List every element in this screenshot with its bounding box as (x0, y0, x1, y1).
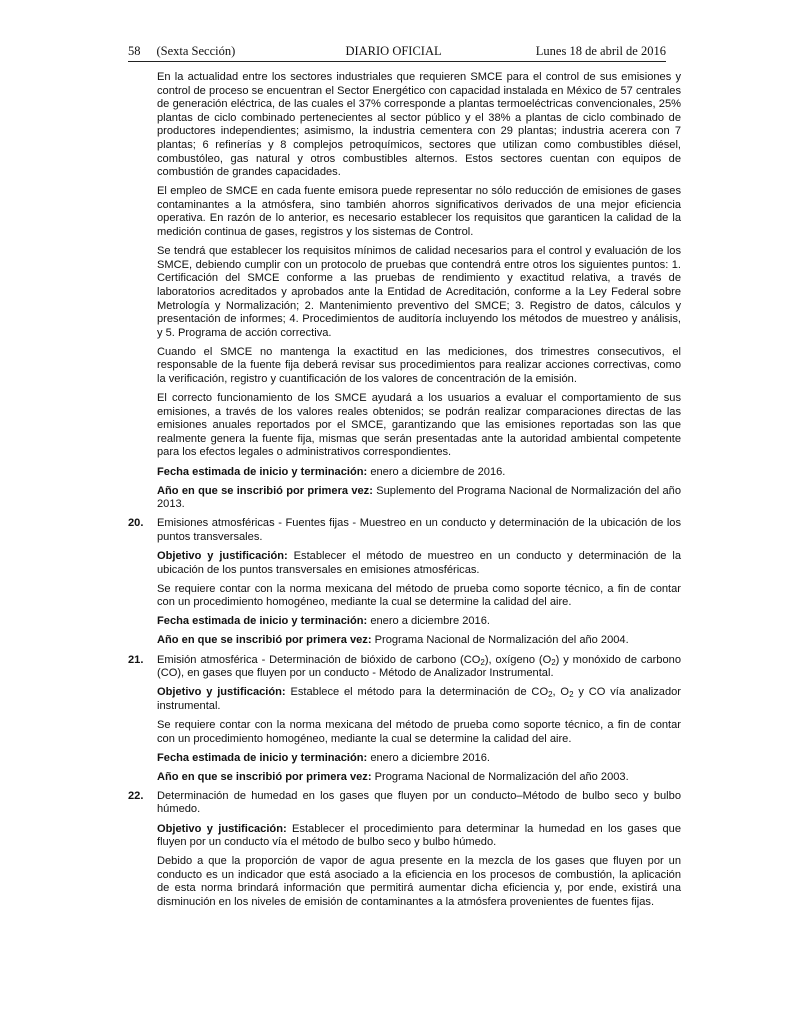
field-value: Establecer el procedimiento para determinar la humedad en los gases que fluyen por un conducto vía el método de bulbo seco y bulbo húmedo. (157, 822, 681, 849)
field-label: Fecha estimada de inicio y terminación: (157, 615, 368, 628)
paragraph: En la actualidad entre los sectores industriales que requieren SMCE para el control de sus emisiones y control de proceso se encuentran el Sector Energético con capacidad instalada en México de 57 centrales de generación eléctrica, de las cuales el 37% corresponde a plantas termoeléctricas convencionales, 25% plantas de ciclo combinado pertenecientes al sector público y el 38% a plantas de ciclo combinado de productores independientes; asimismo, la industria cementera con 29 plantas; industria acerera con 7 plantas; 6 refinerías y 8 complejos petroquímicos, sectores que utilizan como combustibles diésel, combustóleo, gas natural y otros combustibles alternos. Estos sectores cuentan con equipos de combustión de grandes capacidades. (157, 71, 681, 179)
paragraph: Se tendrá que establecer los requisitos mínimos de calidad necesarios para el control y evaluación de los SMCE, debiendo cumplir con un protocolo de pruebas que contendrá entre otros los siguientes puntos: 1. Certificación del SMCE conforme a las pruebas de rendimiento y exactitud relativa, a través de laboratorios acreditados y aprobados ante la Entidad de Acreditación, conforme a la Ley Federal sobre Metrología y Normalización; 2. Mantenimiento preventivo del SMCE; 3. Registro de datos, cálculos y presentación de informes; 4. Procedimientos de auditoría incluyendo los métodos de muestreo y análisis, y 5. Programa de acción correctiva. (157, 245, 681, 339)
field-value: y CO vía analizador instrumental. (157, 686, 682, 712)
field-label: Año en que se inscribió por primera vez: (157, 484, 373, 497)
paragraph: El empleo de SMCE en cada fuente emisora puede representar no sólo reducción de emisiones de gases contaminantes a la atmósfera, sino también ahorros significativos derivados de una mejor eficiencia operativa. En razón de lo anterior, es necesario establecer los requisitos que garanticen la calidad de la medición continua de gases, registros y los sistemas de Control. (157, 185, 681, 239)
field-value: Establece el método para la determinación de CO (285, 686, 549, 699)
field-label: Año en que se inscribió por primera vez: (157, 634, 372, 647)
field-label: Año en que se inscribió por primera vez: (157, 770, 372, 783)
paragraph: Debido a que la proporción de vapor de agua presente en la mezcla de los gases que fluyen por un conducto es un indicador que está asociado a la eficiencia en los procesos de combustión, la aplicación de esta norma brindará información que permitirá aumentar dicha eficiencia y, por ende, existirá una disminución en los niveles de emisión de contaminantes a la atmósfera provenientes de fuentes fijas. (157, 855, 681, 908)
list-item-22 (128, 789, 681, 817)
field-label: Fecha estimada de inicio y terminación: (157, 751, 368, 764)
field-label: Fecha estimada de inicio y terminación: (157, 465, 368, 478)
paragraph: Se requiere contar con la norma mexicana del método de prueba como soporte técnico, a fin de contar con un procedimiento homogéneo, mediante la cual se determine la calidad del aire. (157, 718, 681, 745)
header-rule (128, 61, 666, 62)
field-value: , O (552, 686, 570, 699)
paragraph: El correcto funcionamiento de los SMCE ayudará a los usuarios a evaluar el comportamiento de sus emisiones, a través de los valores reales obtenidos; se podrán realizar comparaciones directas de las emisiones anuales reportados por el SMCE, garantizando que las emisiones reportadas son las que realmente genera la fuente fija, mismas que serán presentadas ante la autoridad ambiental competente para los efectos legales o administrativos correspondientes. (157, 392, 681, 459)
field-value: Programa Nacional de Normalización del año 2004. (371, 634, 629, 647)
list-item-20 (128, 517, 681, 544)
field-value: enero a diciembre 2016. (367, 615, 490, 628)
item-number: 20. (128, 517, 144, 530)
field-value: Suplemento del Programa Nacional de Normalización del año 2013. (157, 484, 682, 511)
first-registration-year (157, 485, 681, 512)
field-label: Objetivo y justificación: (157, 822, 287, 835)
objective-justification (157, 550, 681, 577)
subscript: 2 (548, 690, 553, 700)
subscript: 2 (569, 690, 574, 700)
section-label: (Sexta Sección) (156, 44, 236, 58)
paragraph: Se requiere contar con la norma mexicana del método de prueba como soporte técnico, a fin de contar con un procedimiento homogéneo, mediante la cual se determine la calidad del aire. (157, 582, 681, 609)
title-part: ), oxígeno (O (484, 653, 552, 666)
field-label: Objetivo y justificación: (157, 686, 286, 699)
subscript: 2 (551, 657, 556, 667)
title-part: ) y monóxido de carbono (CO), en gases que fluyen por un conducto - Método de Analizador Instrumental. (157, 653, 681, 680)
start-end-date (157, 615, 681, 629)
list-item-21 (128, 653, 681, 681)
item-number: 21. (128, 653, 144, 666)
field-value: Establecer el método de muestreo en un conducto y determinación de la ubicación de los puntos transversales en emisiones atmosféricas. (157, 550, 682, 576)
document-body (128, 71, 682, 915)
header-left (128, 45, 251, 59)
subscript: 2 (480, 657, 485, 667)
paragraph: Cuando el SMCE no mantenga la exactitud en las mediciones, dos trimestres consecutivos, el responsable de la fuente fija deberá revisar sus procedimientos para realizar acciones correctivas, como la verificación, registro y cuantificación de los valores de concentración de la emisión. (157, 345, 681, 385)
item-number: 22. (128, 789, 144, 802)
field-value: Programa Nacional de Normalización del año 2003. (371, 770, 629, 783)
first-registration-year (157, 771, 681, 785)
first-registration-year (157, 634, 681, 648)
publication-date: Lunes 18 de abril de 2016 (535, 44, 666, 58)
start-end-date (157, 752, 681, 766)
field-label: Objetivo y justificación: (157, 550, 288, 562)
objective-justification (157, 823, 681, 850)
page-header (128, 45, 666, 59)
field-value: enero a diciembre de 2016. (367, 465, 506, 478)
item-title: Emisiones atmosféricas - Fuentes fijas - Muestreo en un conducto y determinación de la ubicación de los puntos transversales. (157, 517, 681, 543)
title-part: Emisión atmosférica - Determinación de bióxido de carbono (CO (157, 653, 481, 666)
publication-title: DIARIO OFICIAL (345, 44, 442, 58)
page-number: 58 (128, 44, 141, 58)
objective-justification (157, 686, 681, 713)
item-title: Determinación de humedad en los gases que fluyen por un conducto–Método de bulbo seco y bulbo húmedo. (157, 789, 681, 816)
field-value: enero a diciembre 2016. (367, 751, 490, 764)
item-title (157, 654, 681, 681)
start-end-date (157, 466, 681, 480)
